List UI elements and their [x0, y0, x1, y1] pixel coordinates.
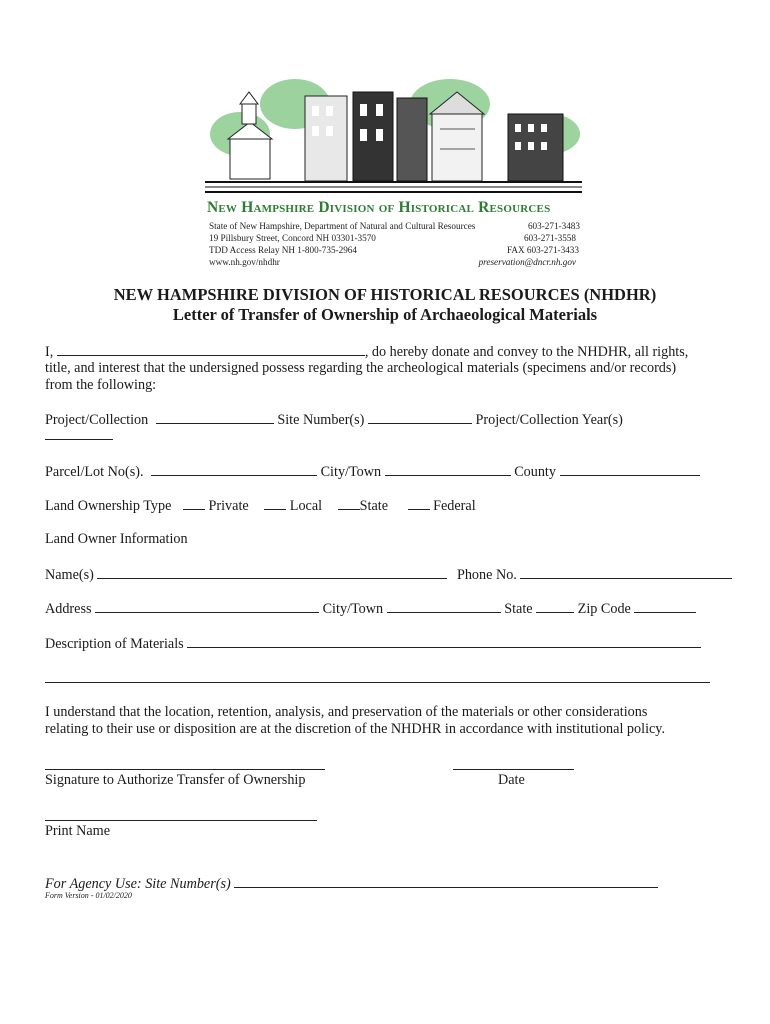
signature-field[interactable] — [45, 769, 325, 770]
local-checkbox[interactable] — [264, 497, 286, 510]
site-numbers-field[interactable] — [368, 411, 472, 424]
private-label: Private — [208, 498, 249, 514]
project-row — [45, 411, 623, 429]
site-numbers-label: Site Number(s) — [277, 412, 365, 428]
donor-name-field[interactable] — [57, 343, 365, 356]
form-subtitle: Letter of Transfer of Ownership of Archaeological Materials — [172, 305, 598, 324]
form-version: Form Version - 01/02/2020 — [45, 891, 132, 900]
contact-address-line: TDD Access Relay NH 1-800-735-2964 — [209, 245, 357, 255]
project-year-label: Project/Collection Year(s) — [475, 412, 623, 428]
federal-checkbox[interactable] — [408, 497, 430, 510]
zip-field[interactable] — [634, 600, 696, 613]
contact-address-line: State of New Hampshire, Department of Natural and Cultural Resources — [209, 221, 476, 231]
state-checkbox[interactable] — [338, 497, 360, 510]
agency-site-number-field[interactable] — [234, 875, 658, 888]
form-title: NEW HAMPSHIRE DIVISION OF HISTORICAL RESOURCES (NHDHR) — [113, 285, 657, 304]
contact-phone: 603-271-3558 — [523, 233, 576, 243]
intro-line-3: from the following: — [45, 377, 157, 393]
city-town-field[interactable] — [385, 463, 511, 476]
print-name-field[interactable] — [45, 820, 317, 821]
contact-phone: 603-271-3483 — [527, 221, 580, 231]
parcel-lot-field[interactable] — [151, 463, 317, 476]
address-label: Address — [45, 601, 92, 617]
org-name: New Hampshire Division of Historical Resources — [207, 199, 551, 216]
intro-line1-tail: , do hereby donate and convey to the NHDHR, all rights, — [364, 344, 689, 360]
state-label: State — [359, 498, 388, 514]
state-2-field[interactable] — [536, 600, 574, 613]
parcel-lot-label: Parcel/Lot No(s). — [45, 464, 144, 480]
ownership-type-row — [45, 497, 476, 515]
date-label: Date — [498, 772, 525, 788]
description-field[interactable] — [187, 635, 701, 648]
state-2-label: State — [504, 601, 533, 617]
project-collection-label: Project/Collection — [45, 412, 149, 428]
contact-email: preservation@dncr.nh.gov — [478, 257, 576, 267]
private-checkbox[interactable] — [183, 497, 205, 510]
signature-label: Signature to Authorize Transfer of Ownership — [45, 772, 306, 788]
intro-line-2: title, and interest that the undersigned possess regarding the archeological materials (specimens and/or records) — [45, 360, 677, 376]
contact-fax: FAX 603-271-3433 — [506, 245, 579, 255]
project-collection-field[interactable] — [156, 411, 274, 424]
statement-line-1: I understand that the location, retention, analysis, and preservation of the materials or other considerations — [45, 704, 648, 720]
print-name-label: Print Name — [45, 823, 111, 839]
city-town-label: City/Town — [320, 464, 382, 480]
statement-line-2: relating to their use or disposition are at the discretion of the NHDHR in accordance with institutional policy. — [45, 721, 666, 737]
contact-address-line: 19 Pillsbury Street, Concord NH 03301-3570 — [209, 233, 376, 243]
county-field[interactable] — [560, 463, 700, 476]
federal-label: Federal — [433, 498, 476, 514]
land-owner-info-heading: Land Owner Information — [45, 531, 188, 547]
zip-label: Zip Code — [577, 601, 631, 617]
names-row — [45, 566, 732, 584]
names-label: Name(s) — [45, 567, 94, 583]
parcel-row — [45, 463, 700, 481]
intro-prefix: I, — [45, 344, 54, 360]
description-label: Description of Materials — [45, 636, 184, 652]
city-town-2-field[interactable] — [387, 600, 501, 613]
agency-use-label: For Agency Use: Site Number(s) — [45, 876, 231, 892]
intro-line-1 — [45, 343, 688, 361]
names-field[interactable] — [97, 566, 447, 579]
description-field-line-2[interactable] — [45, 682, 710, 683]
city-town-2-label: City/Town — [322, 601, 384, 617]
description-row — [45, 635, 701, 653]
phone-field[interactable] — [520, 566, 732, 579]
phone-label: Phone No. — [456, 567, 517, 583]
county-label: County — [514, 464, 556, 480]
contact-website: www.nh.gov/nhdhr — [209, 257, 280, 267]
land-ownership-type-label: Land Ownership Type — [45, 498, 172, 514]
nhdhr-logo-illustration — [200, 74, 585, 204]
agency-use-row — [45, 875, 658, 893]
project-year-field[interactable] — [45, 439, 113, 440]
address-row — [45, 600, 696, 618]
date-field[interactable] — [453, 769, 574, 770]
address-field[interactable] — [95, 600, 319, 613]
local-label: Local — [289, 498, 323, 514]
